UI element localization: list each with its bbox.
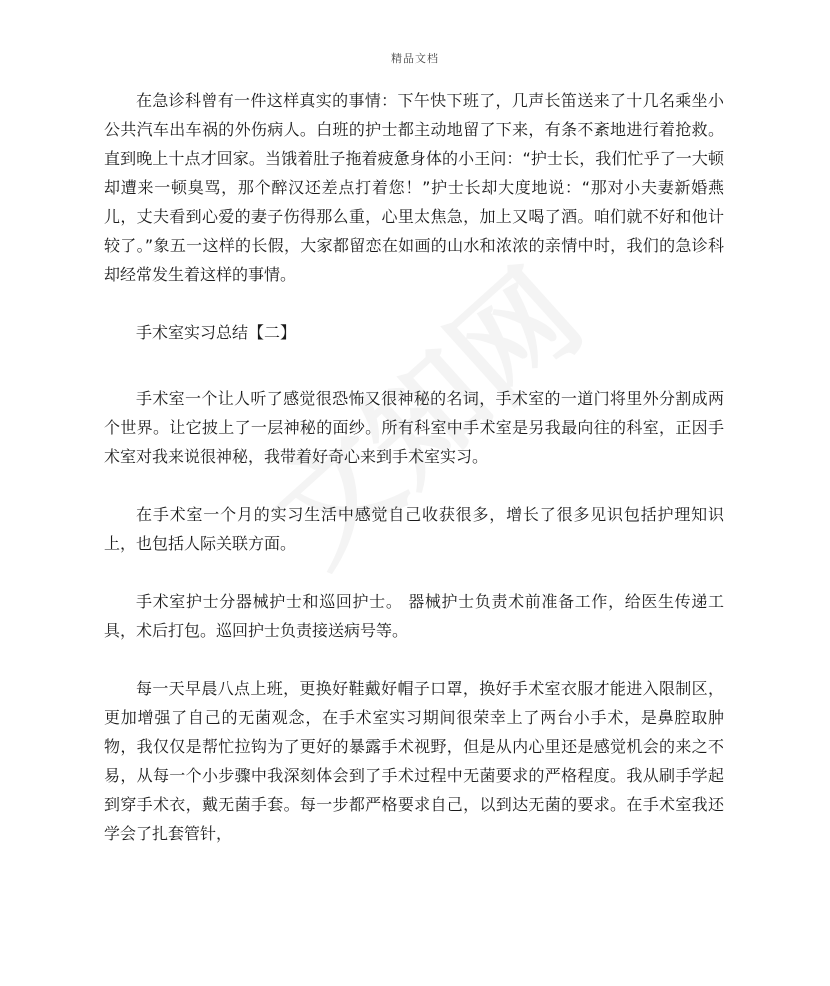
- paragraph-emergency-story: 在急诊科曾有一件这样真实的事情：下午快下班了，几声长笛送来了十几名乘坐小公共汽车出车祸的外伤病人。白班的护士都主动地留了下来，有条不紊地进行着抢救。直到晚上十点才回家。当饿着肚子拖着疲惫身体的小王问：“护士长，我们忙乎了一大顿却遭来一顿臭骂，那个醉汉还差点打着您！”护士长却大度地说：“那对小夫妻新婚燕儿，丈夫看到心爱的妻子伤得那么重，心里太焦急，加上又喝了酒。咱们就不好和他计较了。”象五一这样的长假，大家都留恋在如画的山水和浓浓的亲情中时，我们的急诊科却经常发生着这样的事情。: [104, 91, 724, 284]
- document-body: [104, 86, 724, 848]
- paragraph-daily-routine: 每一天早晨八点上班，更换好鞋戴好帽子口罩，换好手术室衣服才能进入限制区，更加增强了自己的无菌观念，在手术室实习期间很荣幸上了两台小手术，是鼻腔取肿物，我仅仅是帮忙拉钩为了更好的暴露手术视野，但是从内心里还是感觉机会的来之不易，从每一个小步骤中我深刻体会到了手术过程中无菌要求的严格程度。我从刷手学起到穿手术衣，戴无菌手套。每一步都严格要求自己，以到达无菌的要求。在手术室我还学会了扎套管针，: [104, 679, 724, 843]
- section-heading: 手术室实习总结【二】: [136, 323, 297, 342]
- paragraph-gains: 在手术室一个月的实习生活中感觉自己收获很多，增长了很多见识包括护理知识上，也包括人际关联方面。: [104, 505, 724, 553]
- paragraph-or-intro: 手术室一个让人听了感觉很恐怖又很神秘的名词，手术室的一道门将里外分割成两个世界。让它披上了一层神秘的面纱。所有科室中手术室是另我最向往的科室，正因手术室对我来说很神秘，我带着好奇心来到手术室实习。: [104, 389, 724, 466]
- page-header: 精品文档: [391, 52, 439, 65]
- paragraph-nurse-roles: 手术室护士分器械护士和巡回护士。 器械护士负责术前准备工作，给医生传递工具，术后打包。巡回护士负责接送病号等。: [104, 592, 724, 640]
